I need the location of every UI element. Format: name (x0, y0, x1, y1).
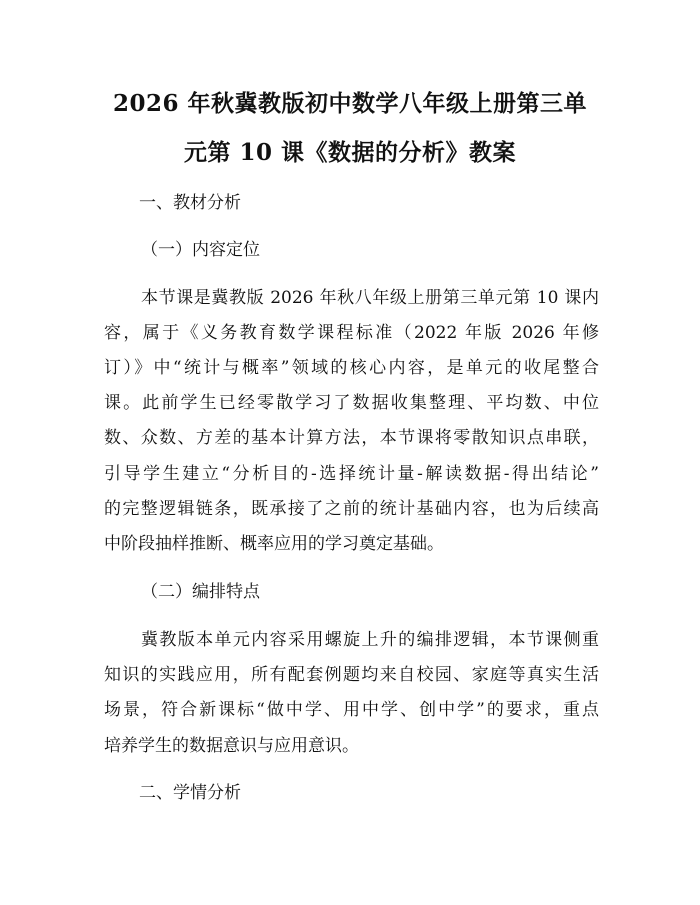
paragraph-2-line: 培养学生的数据意识与应用意识。 (104, 736, 359, 756)
paragraph-1-line: 订）》中“统计与概率”领域的核心内容，是单元的收尾整合 (104, 358, 599, 378)
section-heading-2: 二、学情分析 (139, 783, 241, 803)
paragraph-1-line: 容，属于《义务教育数学课程标准（2022 年版 2026 年修 (104, 323, 599, 343)
document-title-line-2: 元第 10 课《数据的分析》教案 (183, 139, 517, 166)
subsection-heading-2: （二）编排特点 (141, 582, 260, 602)
paragraph-1-line: 的完整逻辑链条，既承接了之前的统计基础内容，也为后续高 (104, 499, 599, 519)
paragraph-1-line: 课。此前学生已经零散学习了数据收集整理、平均数、中位 (104, 393, 599, 413)
paragraph-1-line: 中阶段抽样推断、概率应用的学习奠定基础。 (104, 534, 444, 554)
paragraph-1-line: 本节课是冀教版 2026 年秋八年级上册第三单元第 10 课内 (141, 288, 599, 308)
section-heading-1: 一、教材分析 (139, 193, 241, 213)
document-title-line-1: 2026 年秋冀教版初中数学八年级上册第三单 (112, 90, 588, 117)
paragraph-1-line: 数、众数、方差的基本计算方法，本节课将零散知识点串联， (104, 428, 599, 448)
paragraph-2-line: 场景，符合新课标“做中学、用中学、创中学”的要求，重点 (104, 700, 599, 720)
subsection-heading-1: （一）内容定位 (141, 240, 260, 260)
paragraph-2-line: 冀教版本单元内容采用螺旋上升的编排逻辑，本节课侧重 (141, 630, 599, 650)
paragraph-2-line: 知识的实践应用，所有配套例题均来自校园、家庭等真实生活 (104, 665, 599, 685)
paragraph-1-line: 引导学生建立“分析目的-选择统计量-解读数据-得出结论” (104, 464, 599, 484)
